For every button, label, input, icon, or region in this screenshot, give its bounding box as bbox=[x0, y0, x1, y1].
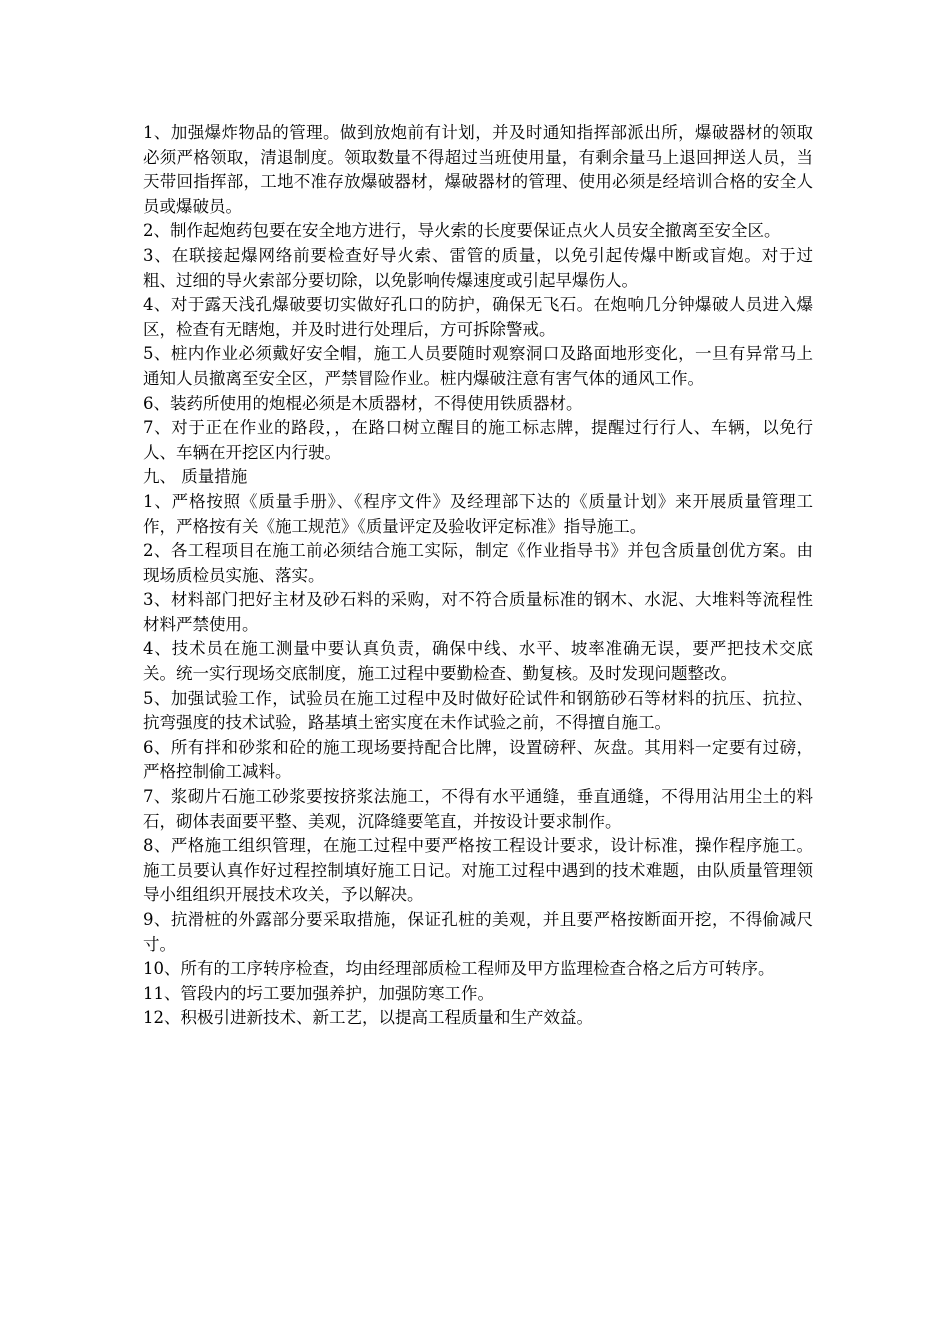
paragraph-quality-11: 11、管段内的圬工要加强养护，加强防寒工作。 bbox=[143, 983, 494, 1003]
paragraph-blasting-5: 5、桩内作业必须戴好安全帽，施工人员要随时观察洞口及路面地形变化，一旦有异常马上通知人员撤离至安全区，严禁冒险作业。桩内爆破注意有害气体的通风工作。 bbox=[143, 344, 813, 388]
paragraph-quality-2: 2、各工程项目在施工前必须结合施工实际，制定《作业指导书》并包含质量创优方案。由现场质检员实施、落实。 bbox=[143, 541, 813, 585]
paragraph-quality-10: 10、所有的工序转序检查，均由经理部质检工程师及甲方监理检查合格之后方可转序。 bbox=[143, 959, 775, 979]
paragraph-quality-8: 8、严格施工组织管理，在施工过程中要严格按工程设计要求，设计标准，操作程序施工。施工员要认真作好过程控制填好施工日记。对施工过程中遇到的技术难题，由队质量管理领导小组组织开展技术攻关，予以解决。 bbox=[143, 836, 813, 905]
paragraph-quality-5: 5、加强试验工作，试验员在施工过程中及时做好砼试件和钢筋砂石等材料的抗压、抗拉、抗弯强度的技术试验，路基填土密实度在未作试验之前，不得擅自施工。 bbox=[143, 688, 813, 733]
paragraph-quality-1: 1、严格按照《质量手册》、《程序文件》及经理部下达的《质量计划》来开展质量管理工作，严格按有关《施工规范》《质量评定及验收评定标准》指导施工。 bbox=[143, 491, 813, 536]
paragraph-blasting-2: 2、制作起炮药包要在安全地方进行，导火索的长度要保证点火人员安全撤离至安全区。 bbox=[143, 221, 781, 241]
paragraph-blasting-1: 1、加强爆炸物品的管理。做到放炮前有计划，并及时通知指挥部派出所，爆破器材的领取必须严格领取，清退制度。领取数量不得超过当班使用量，有剩余量马上退回押送人员，当天带回指挥部，工地不准存放爆破器材，爆破器材的管理、使用必须是经培训合格的安全人员或爆破员。 bbox=[143, 123, 813, 216]
paragraph-quality-4: 4、技术员在施工测量中要认真负责，确保中线、水平、坡率准确无误，要严把技术交底关。统一实行现场交底制度，施工过程中要勤检查、勤复核。及时发现问题整改。 bbox=[143, 639, 813, 684]
paragraph-quality-3: 3、材料部门把好主材及砂石料的采购，对不符合质量标准的钢木、水泥、大堆料等流程性材料严禁使用。 bbox=[143, 590, 813, 634]
document-body bbox=[143, 121, 813, 1031]
paragraph-quality-9: 9、抗滑桩的外露部分要采取措施，保证孔桩的美观，并且要严格按断面开挖，不得偷减尺寸。 bbox=[143, 910, 813, 954]
paragraph-blasting-4: 4、对于露天浅孔爆破要切实做好孔口的防护，确保无飞石。在炮响几分钟爆破人员进入爆区，检查有无瞎炮，并及时进行处理后，方可拆除警戒。 bbox=[143, 295, 813, 339]
section-heading-quality: 九、 质量措施 bbox=[143, 467, 248, 487]
paragraph-quality-7: 7、浆砌片石施工砂浆要按挤浆法施工，不得有水平通缝，垂直通缝，不得用沾用尘土的料石，砌体表面要平整、美观，沉降缝要笔直，并按设计要求制作。 bbox=[143, 787, 813, 831]
paragraph-blasting-6: 6、装药所使用的炮棍必须是木质器材，不得使用铁质器材。 bbox=[143, 393, 583, 413]
paragraph-quality-12: 12、积极引进新技术、新工艺，以提高工程质量和生产效益。 bbox=[143, 1008, 593, 1028]
paragraph-blasting-3: 3、在联接起爆网络前要检查好导火索、雷管的质量，以免引起传爆中断或盲炮。对于过粗、过细的导火索部分要切除，以免影响传爆速度或引起早爆伤人。 bbox=[143, 245, 813, 290]
paragraph-quality-6: 6、所有拌和砂浆和砼的施工现场要持配合比牌，设置磅秤、灰盘。其用料一定要有过磅，严格控制偷工减料。 bbox=[143, 737, 813, 782]
paragraph-blasting-7: 7、对于正在作业的路段，，在路口树立醒目的施工标志牌，提醒过行行人、车辆，以免行人、车辆在开挖区内行驶。 bbox=[143, 418, 813, 462]
